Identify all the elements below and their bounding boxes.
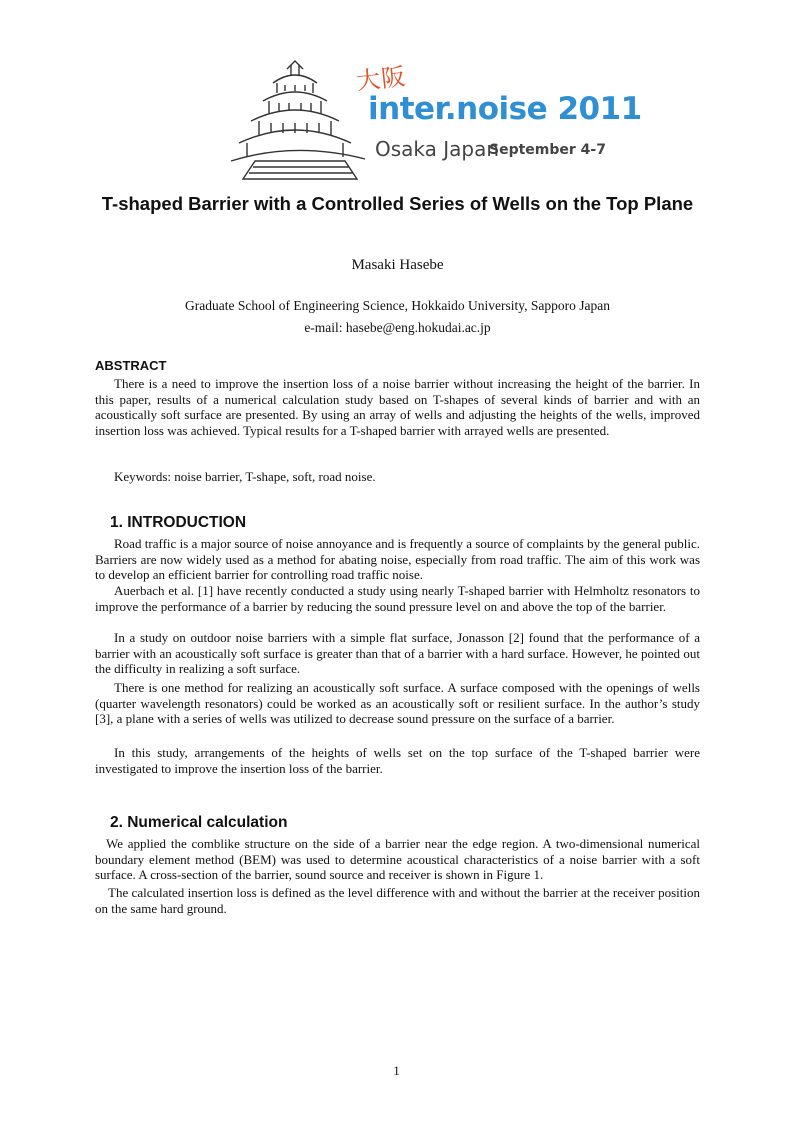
osaka-castle-icon [225,57,375,182]
logo-location: Osaka Japan [375,137,500,161]
logo-brand: inter.noise 2011 [368,91,642,127]
author-email: e-mail: hasebe@eng.hokudai.ac.jp [304,320,491,335]
section-heading-numerical-calculation: 2. Numerical calculation [110,814,288,831]
paper-author: Masaki Hasebe [351,257,444,273]
logo-dates: September 4-7 [489,142,606,158]
conference-logo [225,55,642,185]
logo-kanji: 大阪 [354,62,408,96]
intro-paragraph-1: Road traffic is a major source of noise annoyance and is frequently a source of complaints by the general public. Barriers are now widely used as a method for abating noise, especially from road traffic. The aim of this work was to develop an efficient barrier for controlling road traffic noise. [95,536,700,582]
section-heading-introduction: 1. INTRODUCTION [110,514,247,531]
abstract-text: There is a need to improve the insertion loss of a noise barrier without increasing the height of the barrier. In this paper, results of a numerical calculation study based on T-shapes of several kinds of barrier and with an acoustically soft surface are presented. By using an array of wells and adjusting the heights of the wells, improved insertion loss was achieved. Typical results for a T-shaped barrier with arrayed wells are presented. [95,376,700,438]
intro-paragraph-4: There is one method for realizing an acoustically soft surface. A surface composed with the openings of wells (quarter wavelength resonators) could be worked as an acoustically soft or resilient surface. In the author’s study [3], a plane with a series of wells was utilized to decrease sound pressure on the surface of a barrier. [95,680,700,726]
author-affiliation: Graduate School of Engineering Science, Hokkaido University, Sapporo Japan [184,298,610,313]
paper-title: T-shaped Barrier with a Controlled Series of Wells on the Top Plane [101,193,694,214]
abstract-heading: ABSTRACT [95,358,167,373]
page-number: 1 [393,1063,400,1078]
numerical-paragraph-1: We applied the comblike structure on the side of a barrier near the edge region. A two-dimensional numerical boundary element method (BEM) was used to determine acoustical characteristics of a noise barrier with a soft surface. A cross-section of the barrier, sound source and receiver is shown in Figure 1. [95,836,700,882]
intro-paragraph-2: Auerbach et al. [1] have recently conducted a study using nearly T-shaped barrier with Helmholtz resonators to improve the performance of a barrier by reducing the sound pressure level on and above the top of the barrier. [95,583,700,614]
intro-paragraph-5: In this study, arrangements of the heights of wells set on the top surface of the T-shaped barrier were investigated to improve the insertion loss of the barrier. [95,745,700,776]
numerical-paragraph-2: The calculated insertion loss is defined as the level difference with and without the barrier at the receiver position on the same hard ground. [95,885,700,916]
intro-paragraph-3: In a study on outdoor noise barriers with a simple flat surface, Jonasson [2] found that the performance of a barrier with an acoustically soft surface is greater than that of a barrier with a hard surface. However, he pointed out the difficulty in realizing a soft surface. [95,630,700,676]
abstract-keywords: Keywords: noise barrier, T-shape, soft, road noise. [114,469,376,484]
